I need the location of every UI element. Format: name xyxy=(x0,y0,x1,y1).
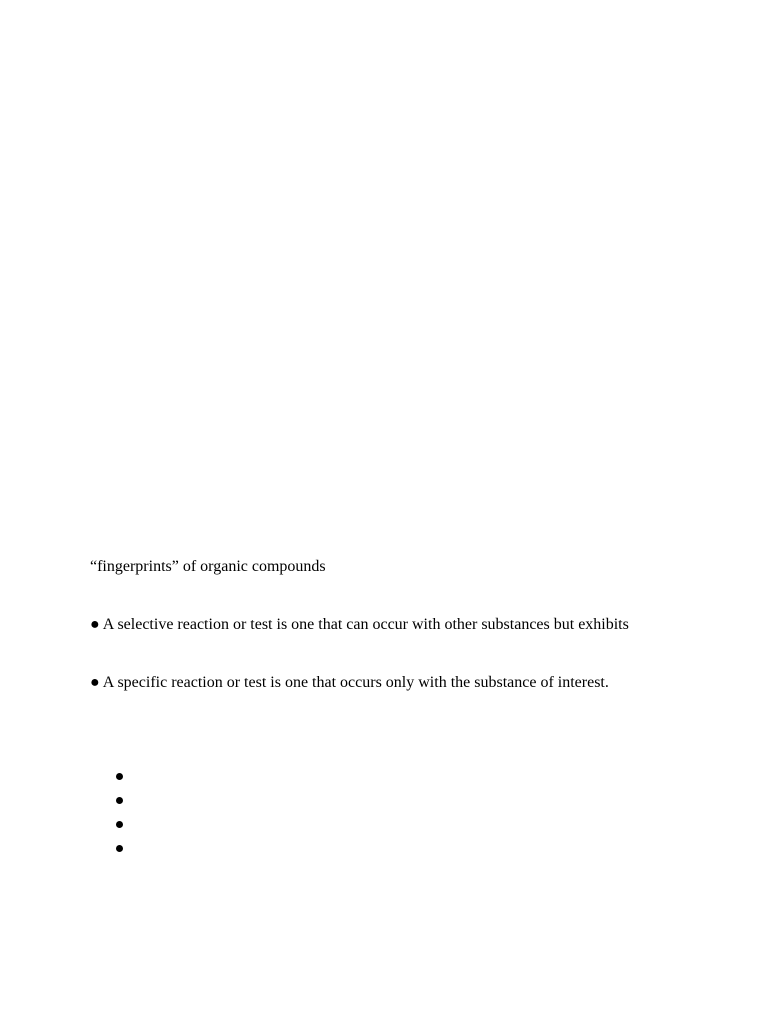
bullet-icon xyxy=(116,797,123,804)
bullet-icon xyxy=(116,845,123,852)
text-line-fingerprints: “fingerprints” of organic compounds xyxy=(90,558,326,575)
bullet-icon xyxy=(116,773,123,780)
text-line-specific-reaction: ● A specific reaction or test is one that occurs only with the substance of interest. xyxy=(90,674,609,691)
bullet-icon xyxy=(116,821,123,828)
text-line-selective-reaction: ● A selective reaction or test is one that can occur with other substances but exhibits xyxy=(90,616,629,633)
